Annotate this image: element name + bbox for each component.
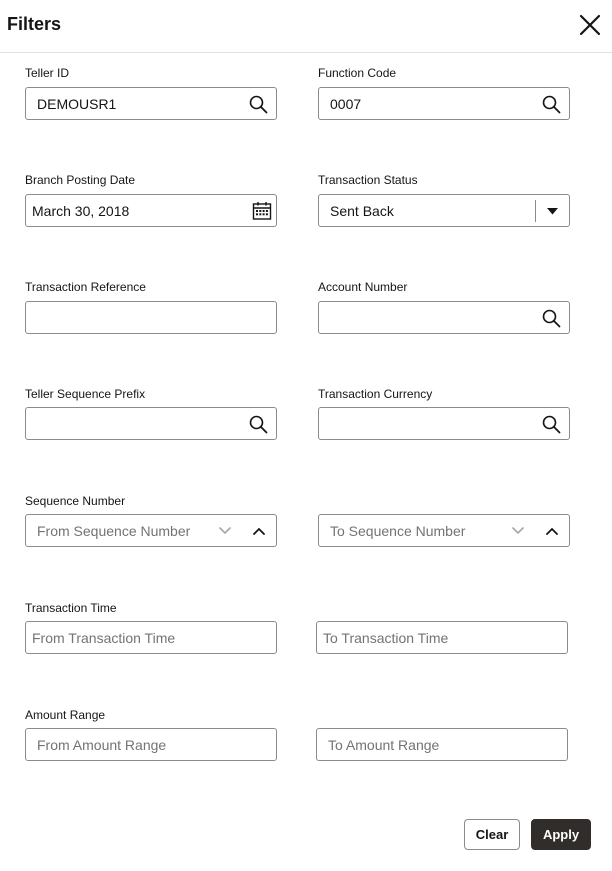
search-icon[interactable]: [542, 415, 561, 434]
transaction-status-label: Transaction Status: [318, 173, 418, 187]
from-sequence-number-placeholder: From Sequence Number: [37, 523, 191, 539]
from-amount-range-placeholder: From Amount Range: [37, 737, 167, 753]
to-amount-range-field[interactable]: [316, 728, 568, 761]
branch-posting-date-value: March 30, 2018: [32, 203, 130, 219]
calendar-icon[interactable]: [252, 201, 272, 221]
caret-down-icon[interactable]: [547, 208, 558, 215]
sequence-number-label: Sequence Number: [25, 494, 126, 508]
dialog-title: Filters: [7, 14, 62, 34]
to-sequence-number-placeholder: To Sequence Number: [330, 523, 466, 539]
to-sequence-number-stepper[interactable]: [318, 514, 570, 547]
search-icon[interactable]: [542, 309, 561, 328]
select-divider: [535, 200, 536, 222]
search-icon[interactable]: [542, 95, 561, 114]
teller-id-field[interactable]: [25, 87, 277, 120]
account-number-field[interactable]: [318, 301, 570, 334]
search-icon[interactable]: [249, 95, 268, 114]
to-amount-range-placeholder: To Amount Range: [328, 737, 440, 753]
dialog-header: [0, 0, 612, 53]
transaction-reference-field[interactable]: [25, 301, 277, 334]
to-transaction-time-placeholder: To Transaction Time: [323, 630, 449, 646]
account-number-label: Account Number: [318, 280, 408, 294]
amount-range-label: Amount Range: [25, 708, 106, 722]
from-transaction-time-placeholder: From Transaction Time: [32, 630, 176, 646]
transaction-reference-label: Transaction Reference: [25, 280, 146, 294]
chevron-up-icon[interactable]: [546, 527, 558, 535]
from-sequence-number-stepper[interactable]: [25, 514, 277, 547]
chevron-up-icon[interactable]: [253, 527, 265, 535]
teller-id-value: DEMOUSR1: [37, 96, 117, 112]
from-amount-range-field[interactable]: [25, 728, 277, 761]
function-code-label: Function Code: [318, 66, 397, 80]
branch-posting-date-field[interactable]: [25, 194, 277, 227]
to-transaction-time-field[interactable]: [316, 621, 568, 654]
close-icon[interactable]: [578, 13, 602, 37]
function-code-field[interactable]: [318, 87, 570, 120]
apply-button[interactable]: Apply: [531, 819, 591, 850]
transaction-status-select[interactable]: [318, 194, 570, 227]
chevron-down-icon[interactable]: [512, 527, 524, 535]
from-transaction-time-field[interactable]: [25, 621, 277, 654]
transaction-currency-label: Transaction Currency: [318, 387, 433, 401]
branch-posting-date-label: Branch Posting Date: [25, 173, 136, 187]
teller-sequence-prefix-label: Teller Sequence Prefix: [25, 387, 146, 401]
chevron-down-icon[interactable]: [219, 527, 231, 535]
clear-button[interactable]: Clear: [464, 819, 520, 850]
transaction-status-value: Sent Back: [330, 203, 394, 219]
teller-id-label: Teller ID: [25, 66, 70, 80]
transaction-currency-field[interactable]: [318, 407, 570, 440]
function-code-value: 0007: [330, 96, 362, 112]
transaction-time-label: Transaction Time: [25, 601, 117, 615]
teller-sequence-prefix-field[interactable]: [25, 407, 277, 440]
search-icon[interactable]: [249, 415, 268, 434]
